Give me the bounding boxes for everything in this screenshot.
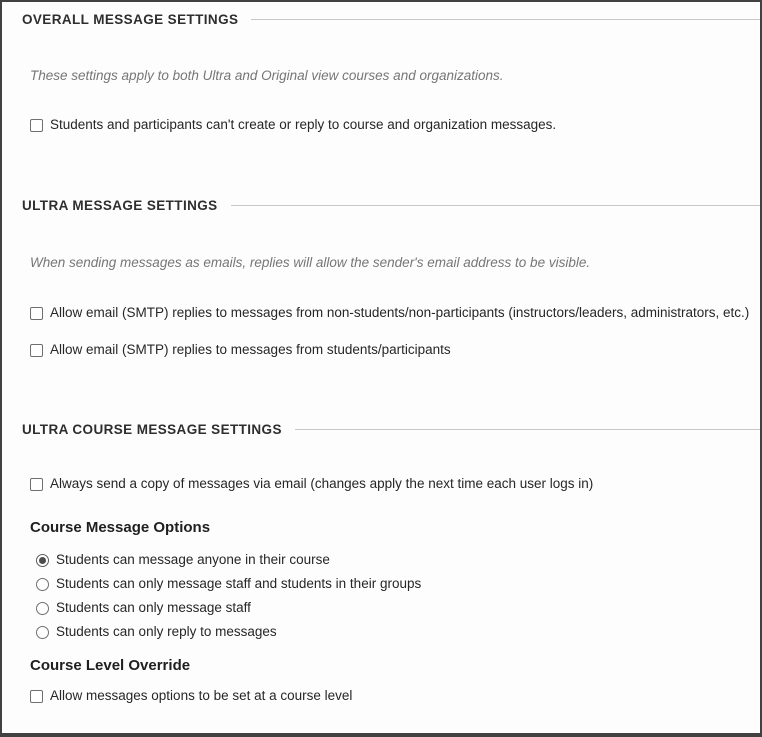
checkbox-label[interactable]: Allow messages options to be set at a course level xyxy=(50,688,353,703)
section-divider xyxy=(231,205,760,206)
section-title-overall-message-settings: OVERALL MESSAGE SETTINGS xyxy=(22,12,239,27)
course-message-options-heading: Course Message Options xyxy=(30,519,211,536)
section-header-overall xyxy=(22,12,760,27)
radio-label[interactable]: Students can only message staff xyxy=(56,600,251,615)
students-cant-create-checkbox[interactable] xyxy=(30,119,43,132)
checkbox-label[interactable]: Students and participants can't create or reply to course and organization messages. xyxy=(50,117,557,132)
checkbox-row-always-send-copy[interactable] xyxy=(30,475,744,493)
section-title-ultra-course-message-settings: ULTRA COURSE MESSAGE SETTINGS xyxy=(22,422,282,437)
section-title-ultra-message-settings: ULTRA MESSAGE SETTINGS xyxy=(22,198,218,213)
radio-label[interactable]: Students can only reply to messages xyxy=(56,624,277,639)
checkbox-row-students-cant-create[interactable] xyxy=(30,116,744,134)
course-level-override-checkbox[interactable] xyxy=(30,690,43,703)
radio-label[interactable]: Students can only message staff and students in their groups xyxy=(56,576,422,591)
section-header-ultra-message xyxy=(22,198,760,213)
radio-label[interactable]: Students can message anyone in their course xyxy=(56,552,330,567)
section-divider xyxy=(295,429,760,430)
radio-row-message-staff-and-groups[interactable] xyxy=(36,575,744,593)
message-staff-and-groups-radio[interactable] xyxy=(36,578,49,591)
checkbox-row-smtp-non-students[interactable] xyxy=(30,304,750,322)
checkbox-row-smtp-students[interactable] xyxy=(30,341,744,359)
message-staff-only-radio[interactable] xyxy=(36,602,49,615)
smtp-replies-non-students-checkbox[interactable] xyxy=(30,307,43,320)
overall-settings-description: These settings apply to both Ultra and Original view courses and organizations. xyxy=(30,68,504,83)
message-anyone-radio[interactable] xyxy=(36,554,49,567)
checkbox-label[interactable]: Always send a copy of messages via email (changes apply the next time each user logs in) xyxy=(50,476,594,491)
checkbox-label[interactable]: Allow email (SMTP) replies to messages from non-students/non-participants (instructors/leaders, administrators, etc.) xyxy=(50,305,750,320)
section-divider xyxy=(251,19,760,20)
ultra-message-settings-description: When sending messages as emails, replies will allow the sender's email address to be visible. xyxy=(30,255,591,270)
radio-row-reply-only[interactable] xyxy=(36,623,744,641)
course-level-override-heading: Course Level Override xyxy=(30,657,191,674)
radio-row-message-anyone[interactable] xyxy=(36,551,744,569)
reply-only-radio[interactable] xyxy=(36,626,49,639)
checkbox-label[interactable]: Allow email (SMTP) replies to messages from students/participants xyxy=(50,342,451,357)
always-send-copy-checkbox[interactable] xyxy=(30,478,43,491)
smtp-replies-students-checkbox[interactable] xyxy=(30,344,43,357)
checkbox-row-course-level-override[interactable] xyxy=(30,687,744,705)
radio-row-message-staff-only[interactable] xyxy=(36,599,744,617)
section-header-ultra-course-message xyxy=(22,422,760,437)
